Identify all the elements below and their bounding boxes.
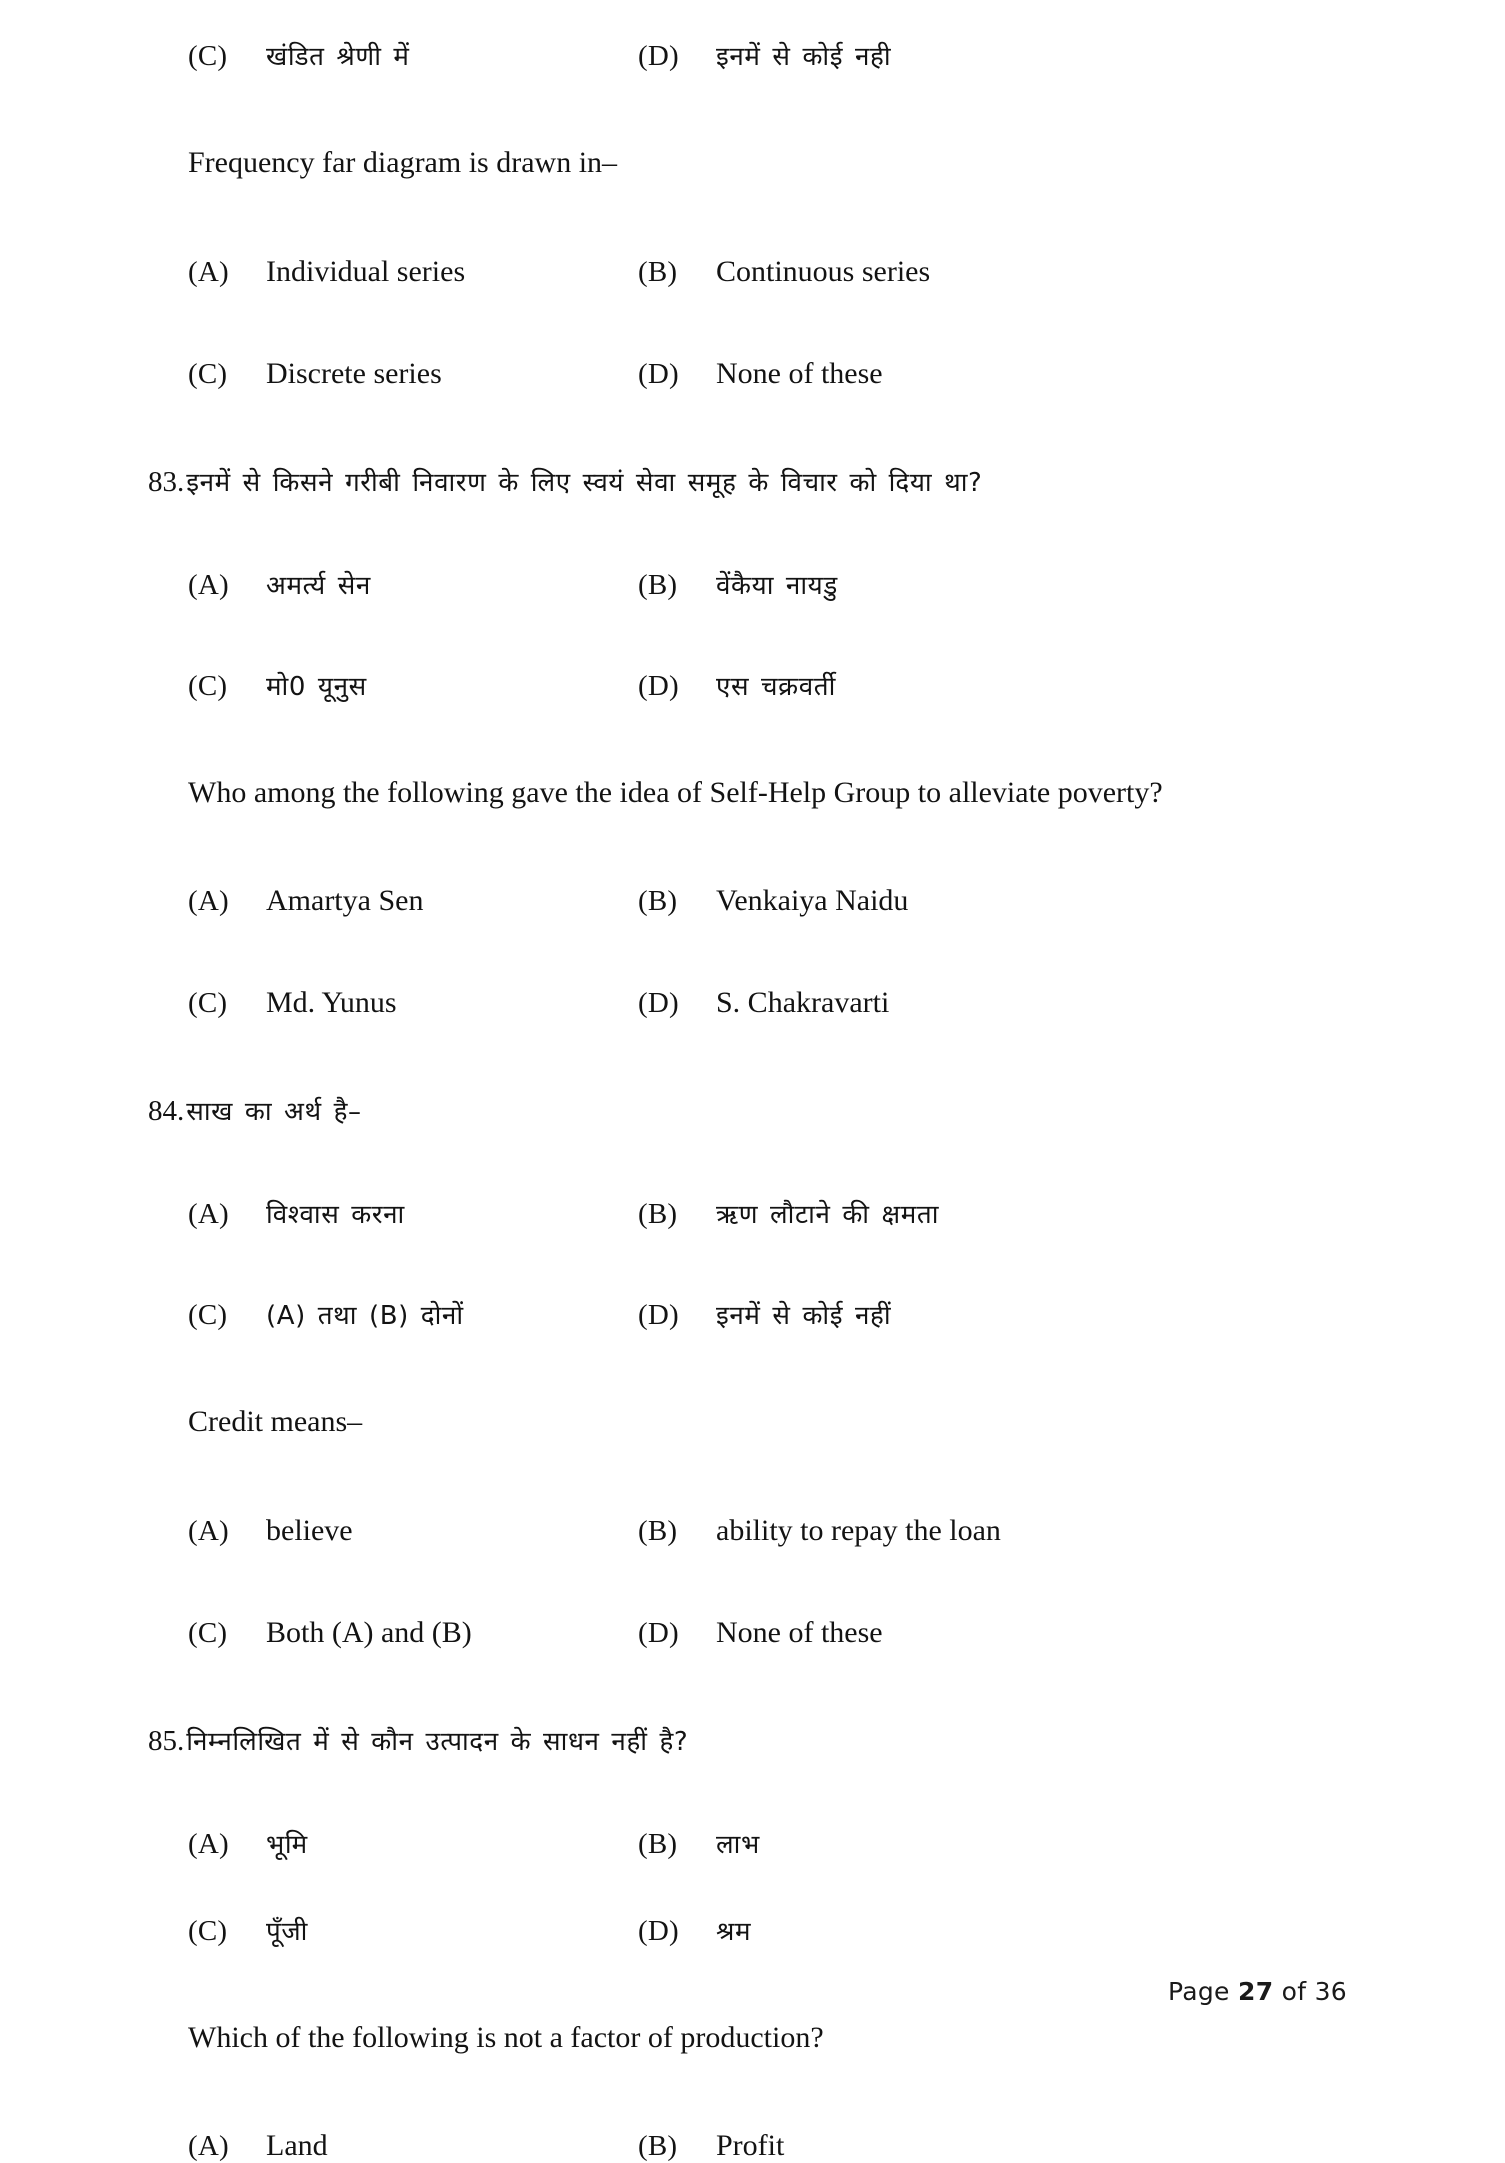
option-row — [148, 1514, 1388, 1548]
option-c — [148, 357, 618, 391]
option-label-d: (D) — [638, 1616, 679, 1649]
option-c — [148, 40, 618, 73]
footer-page-number: 27 — [1238, 1977, 1274, 2006]
option-b — [618, 569, 1258, 602]
option-b — [618, 1198, 1258, 1231]
option-row — [148, 1198, 1388, 1231]
option-text-b: लाभ — [716, 1829, 760, 1860]
option-label-c: (C) — [188, 1914, 228, 1947]
option-label-b: (B) — [638, 1514, 678, 1547]
option-label-c: (C) — [188, 1299, 228, 1331]
option-row — [148, 1915, 1388, 1948]
question-stem-english: Who among the following gave the idea of Self-Help Group to alleviate poverty? — [188, 775, 1163, 809]
option-text-c: Both (A) and (B) — [266, 1615, 472, 1649]
question-number: 83. — [148, 465, 185, 498]
option-c — [148, 1915, 618, 1948]
option-b — [618, 2129, 1258, 2163]
option-c — [148, 1299, 618, 1332]
option-a — [148, 1198, 618, 1231]
option-text-b: ability to repay the loan — [716, 1513, 1001, 1547]
option-a — [148, 255, 618, 289]
question-text-hindi: साख का अर्थ है– — [186, 1097, 362, 1127]
option-text-c: पूँजी — [266, 1916, 308, 1947]
option-label-a: (A) — [188, 2130, 229, 2162]
option-label-d: (D) — [638, 357, 679, 390]
option-text-d: इनमें से कोई नहीं — [716, 1301, 892, 1331]
option-text-c: Md. Yunus — [266, 986, 397, 1019]
option-label-b: (B) — [638, 255, 678, 288]
option-text-b: ऋण लौटाने की क्षमता — [716, 1200, 940, 1230]
option-row — [148, 986, 1388, 1020]
option-label-a: (A) — [188, 568, 229, 601]
option-text-c: Discrete series — [266, 356, 442, 390]
option-b — [618, 255, 1258, 289]
option-text-c: (A) तथा (B) दोनों — [266, 1301, 464, 1331]
option-b — [618, 1514, 1258, 1548]
page-footer — [1168, 1977, 1347, 2006]
option-label-a: (A) — [188, 1514, 229, 1547]
question-text-hindi: इनमें से किसने गरीबी निवारण के लिए स्वयं सेवा समूह के विचार को दिया था? — [186, 467, 983, 498]
option-text-a: Amartya Sen — [266, 884, 424, 917]
option-a — [148, 2129, 618, 2163]
option-label-a: (A) — [188, 255, 229, 288]
option-d — [618, 1915, 1258, 1948]
page-content — [148, 0, 1388, 2163]
option-label-b: (B) — [638, 1198, 678, 1230]
footer-prefix: Page — [1168, 1977, 1230, 2006]
option-text-b: Venkaiya Naidu — [716, 884, 909, 917]
option-a — [148, 1514, 618, 1548]
question-83 — [148, 463, 1388, 499]
option-text-b: Continuous series — [716, 254, 931, 288]
option-text-d: एस चक्रवर्ती — [716, 671, 836, 702]
option-label-d: (D) — [638, 1299, 679, 1331]
option-row — [148, 670, 1388, 703]
option-b — [618, 1828, 1258, 1861]
question-85 — [148, 1722, 1388, 1758]
footer-suffix: of 36 — [1281, 1977, 1347, 2006]
option-row — [148, 1828, 1388, 1861]
option-text-d: इनमें से कोई नही — [716, 42, 892, 72]
option-label-d: (D) — [638, 669, 679, 702]
question-84 — [148, 1092, 1388, 1128]
option-label-c: (C) — [188, 1616, 228, 1649]
option-label-a: (A) — [188, 1827, 229, 1860]
question-stem-english: Frequency far diagram is drawn in– — [188, 146, 618, 179]
option-label-d: (D) — [638, 987, 679, 1019]
option-label-a: (A) — [188, 885, 229, 917]
option-label-c: (C) — [188, 40, 228, 72]
option-a — [148, 1828, 618, 1861]
option-row — [148, 357, 1388, 391]
question-stem-english: Credit means– — [188, 1405, 363, 1438]
option-a — [148, 569, 618, 602]
option-a — [148, 884, 618, 918]
option-label-c: (C) — [188, 357, 228, 390]
option-text-a: भूमि — [266, 1829, 308, 1860]
option-text-d: श्रम — [716, 1916, 752, 1947]
option-text-b: वेंकैया नायडु — [716, 570, 838, 601]
question-number: 84. — [148, 1095, 185, 1127]
option-row — [148, 255, 1388, 289]
option-label-b: (B) — [638, 1827, 678, 1860]
option-c — [148, 986, 618, 1020]
question-stem-english: Which of the following is not a factor of production? — [188, 2020, 824, 2054]
option-row — [148, 1299, 1388, 1332]
option-d — [618, 986, 1258, 1020]
option-label-b: (B) — [638, 568, 678, 601]
option-label-a: (A) — [188, 1198, 229, 1230]
option-row — [148, 40, 1388, 73]
option-text-a: Individual series — [266, 254, 466, 288]
option-text-d: S. Chakravarti — [716, 986, 890, 1019]
option-text-a: विश्वास करना — [266, 1200, 405, 1230]
option-text-c: खंडित श्रेणी में — [266, 42, 410, 72]
option-d — [618, 670, 1258, 703]
option-label-c: (C) — [188, 669, 228, 702]
option-d — [618, 1616, 1258, 1650]
option-text-a: Land — [266, 2129, 328, 2162]
option-d — [618, 1299, 1258, 1332]
option-text-a: अमर्त्य सेन — [266, 570, 371, 601]
option-c — [148, 1616, 618, 1650]
option-label-d: (D) — [638, 40, 679, 72]
option-text-b: Profit — [716, 2129, 785, 2162]
question-number: 85. — [148, 1724, 185, 1757]
option-row — [148, 569, 1388, 602]
option-text-a: believe — [266, 1513, 353, 1547]
option-label-c: (C) — [188, 987, 228, 1019]
option-c — [148, 670, 618, 703]
option-d — [618, 40, 1258, 73]
option-text-d: None of these — [716, 1615, 883, 1649]
option-row — [148, 884, 1388, 918]
option-text-d: None of these — [716, 356, 883, 390]
option-d — [618, 357, 1258, 391]
option-text-c: मो0 यूनुस — [266, 671, 367, 702]
option-row — [148, 1616, 1388, 1650]
option-b — [618, 884, 1258, 918]
option-label-d: (D) — [638, 1914, 679, 1947]
option-label-b: (B) — [638, 2130, 678, 2162]
option-row — [148, 2129, 1388, 2163]
question-text-hindi: निम्नलिखित में से कौन उत्पादन के साधन नहीं है? — [186, 1726, 689, 1757]
option-label-b: (B) — [638, 885, 678, 917]
